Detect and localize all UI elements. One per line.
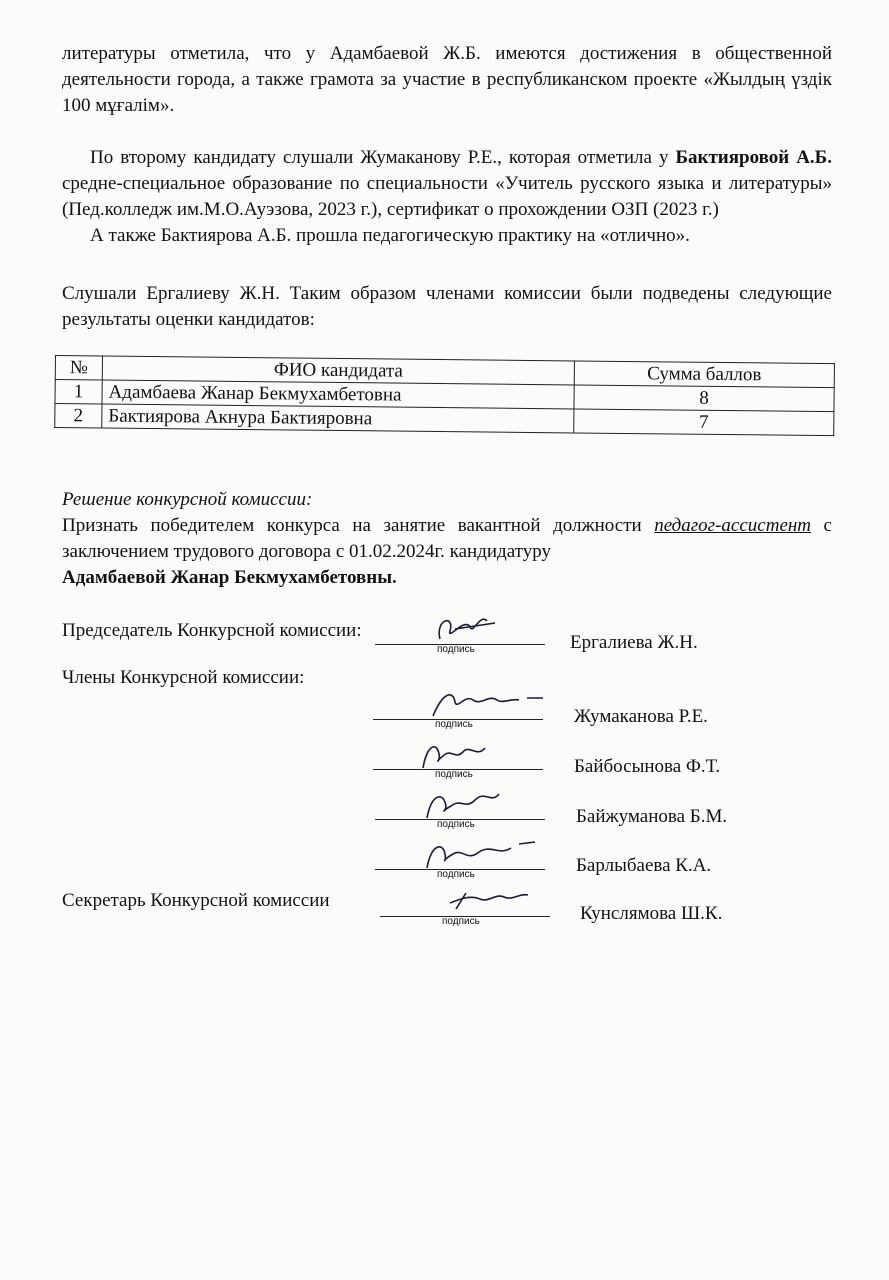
signature-caption: подпись xyxy=(435,769,473,780)
signature-caption: подпись xyxy=(437,819,475,830)
column-header-name: ФИО кандидата xyxy=(102,356,574,385)
signature-caption: подпись xyxy=(437,644,475,655)
candidate-name: Бактиярова Акнура Бактияровна xyxy=(102,404,574,433)
text-run: с заключением трудового договора с 01.02.2024г. кандидатуру xyxy=(62,515,832,562)
paragraph-second-candidate xyxy=(62,145,832,249)
signature-caption: подпись xyxy=(437,869,475,880)
secretary-label: Секретарь Конкурсной комиссии xyxy=(62,890,330,911)
member-name: Жумаканова Р.Е. xyxy=(574,706,708,727)
paragraph-text: Слушали Ергалиеву Ж.Н. Таким образом членами комиссии были подведены следующие результаты оценки кандидатов: xyxy=(62,283,832,330)
row-number: 2 xyxy=(55,404,102,428)
signature-caption: подпись xyxy=(442,916,480,927)
candidate-score: 8 xyxy=(574,385,834,412)
candidate-name: Адамбаева Жанар Бекмухамбетовна xyxy=(102,380,574,409)
chair-label: Председатель Конкурсной комиссии: xyxy=(62,620,362,641)
member-name: Байжуманова Б.М. xyxy=(576,806,728,827)
row-number: 1 xyxy=(55,380,102,404)
signature-caption: подпись xyxy=(435,719,473,730)
member-signature-line xyxy=(375,800,545,830)
paragraph-text xyxy=(62,145,832,223)
column-header-score: Сумма баллов xyxy=(574,361,834,388)
member-signature-line xyxy=(375,850,545,880)
handwritten-signature xyxy=(395,784,535,824)
text-run: По второму кандидату слушали Жумаканову Р.Е., которая отметила у xyxy=(90,147,676,168)
position-title: педагог-ассистент xyxy=(654,515,812,536)
secretary-signature-line xyxy=(380,897,550,927)
member-signature-line xyxy=(373,750,543,780)
decision-text xyxy=(62,513,832,565)
text-run: Признать победителем конкурса на занятие вакантной должности xyxy=(62,515,655,536)
text-run: средне-специальное образование по специальности «Учитель русского языка и литературы» (Пед.колледж им.М.О.Ауэзова, 2023 г.), сертификат о прохождении ОЗП (2023 г.) xyxy=(62,173,832,220)
secretary-name: Кунслямова Ш.К. xyxy=(580,903,723,924)
handwritten-signature xyxy=(400,881,560,921)
decision-heading: Решение конкурсной комиссии: xyxy=(62,489,313,510)
members-label: Члены Конкурсной комиссии: xyxy=(62,667,305,688)
paragraph-text: литературы отметила, что у Адамбаевой Ж.Б. имеются достижения в общественной деятельности города, а также грамота за участие в республиканском проекте «Жылдың үздік 100 мұғалім». xyxy=(62,43,832,116)
member-name: Байбосынова Ф.Т. xyxy=(574,756,721,777)
handwritten-signature xyxy=(395,834,555,874)
candidate-score: 7 xyxy=(574,409,834,436)
paragraph-results-intro xyxy=(62,281,832,333)
column-header-number: № xyxy=(55,356,102,380)
chair-signature-line xyxy=(375,625,545,655)
decision-block xyxy=(62,487,832,591)
handwritten-signature xyxy=(395,609,515,649)
candidate-name-bold: Бактияровой А.Б. xyxy=(675,147,832,168)
results-table xyxy=(54,355,835,436)
member-signature-line xyxy=(373,700,543,730)
winner-name: Адамбаевой Жанар Бекмухамбетовны. xyxy=(62,567,397,588)
member-name: Барлыбаева К.А. xyxy=(576,855,712,876)
chair-name: Ергалиева Ж.Н. xyxy=(570,632,698,653)
paragraph-practice: А также Бактиярова А.Б. прошла педагогическую практику на «отлично». xyxy=(90,225,690,246)
paragraph-achievements xyxy=(62,41,832,119)
handwritten-signature xyxy=(393,684,553,724)
handwritten-signature xyxy=(393,734,533,774)
